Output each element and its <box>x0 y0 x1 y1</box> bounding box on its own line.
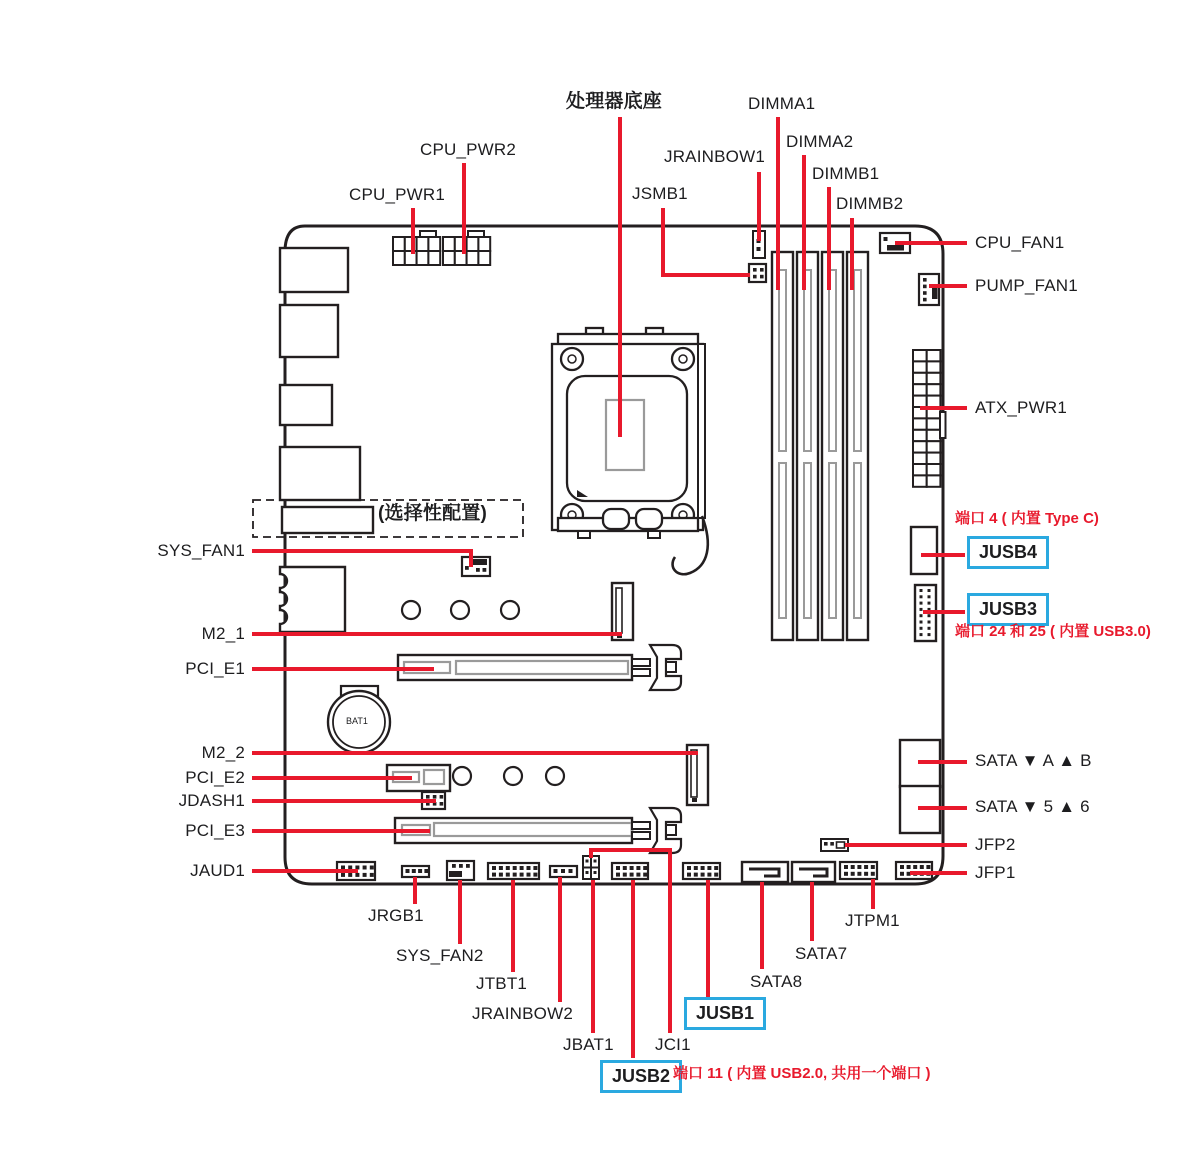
label-jtbt1: JTBT1 <box>476 974 528 993</box>
connector-cpu-pwr2 <box>443 237 490 265</box>
label-jusb1: JUSB1 <box>684 997 766 1030</box>
label-jbat1: JBAT1 <box>563 1035 614 1054</box>
label-jsmb1: JSMB1 <box>632 184 688 203</box>
connector-sys-fan1-pins <box>465 566 469 570</box>
connector-jsmb1 <box>749 264 766 282</box>
label-dimmb1: DIMMB1 <box>812 164 880 183</box>
label-jrgb1: JRGB1 <box>368 906 424 925</box>
label-jusb4: JUSB4 <box>967 536 1049 569</box>
label-jfp1: JFP1 <box>975 863 1016 882</box>
connector-cpu-pwr1 <box>393 237 440 265</box>
connector-jtpm1 <box>840 862 877 879</box>
io-block-4 <box>280 447 360 500</box>
label-pci-e1: PCI_E1 <box>185 659 245 678</box>
label-cpu-pwr1: CPU_PWR1 <box>349 185 446 204</box>
label-sata7: SATA7 <box>795 944 848 963</box>
dimm-slot-a2 <box>797 252 818 640</box>
label-sys-fan2: SYS_FAN2 <box>396 946 484 965</box>
connector-jfp1 <box>896 862 932 879</box>
note-jusb4-port: 端口 4 ( 内置 Type C) <box>955 510 1099 527</box>
io-block-audio <box>280 567 345 632</box>
connector-sata8 <box>742 862 788 882</box>
connector-pump-fan1 <box>919 274 939 305</box>
io-block-optional <box>282 507 373 533</box>
label-jtpm1: JTPM1 <box>845 911 900 930</box>
dimm-slot-a1 <box>772 252 793 640</box>
label-cpu-pwr2: CPU_PWR2 <box>420 140 517 159</box>
label-dimma2: DIMMA2 <box>786 132 854 151</box>
label-jfp2: JFP2 <box>975 835 1016 854</box>
label-jci1: JCI1 <box>655 1035 691 1054</box>
label-cpu-fan1: CPU_FAN1 <box>975 233 1065 252</box>
label-cpu-socket: 处理器底座 <box>566 91 663 112</box>
label-jdash1: JDASH1 <box>178 791 245 810</box>
label-pump-fan1: PUMP_FAN1 <box>975 276 1078 295</box>
label-jusb2: JUSB2 <box>600 1060 682 1093</box>
label-jaud1: JAUD1 <box>190 861 245 880</box>
io-block-2 <box>280 305 338 357</box>
connector-sata7 <box>792 862 835 882</box>
dimm-slot-b1 <box>822 252 843 640</box>
note-jusb3-ports: 端口 24 和 25 ( 内置 USB3.0) <box>955 623 1151 640</box>
label-jrainbow2: JRAINBOW2 <box>472 1004 573 1023</box>
label-pci-e2: PCI_E2 <box>185 768 245 787</box>
io-block-1 <box>280 248 348 292</box>
label-jrainbow1: JRAINBOW1 <box>664 147 765 166</box>
label-pci-e3: PCI_E3 <box>185 821 245 840</box>
label-bat1: BAT1 <box>346 716 368 726</box>
label-sys-fan1: SYS_FAN1 <box>157 541 245 560</box>
connector-jci1-jbat1 <box>583 856 599 879</box>
label-m2-2: M2_2 <box>201 743 245 762</box>
connector-cpu-fan1-pins <box>884 237 888 241</box>
connector-atx-latch <box>940 412 946 438</box>
connector-jrainbow2-pins <box>554 869 573 873</box>
io-block-3 <box>280 385 332 425</box>
label-dimmb2: DIMMB2 <box>836 194 904 213</box>
m2-2-holes <box>453 767 564 785</box>
m2-1-bracket <box>612 583 633 640</box>
label-optional-config: (选择性配置) <box>378 503 488 524</box>
board-outline <box>285 226 943 884</box>
label-jusb3: JUSB3 <box>967 593 1049 626</box>
label-sata-ab: SATA ▼ A ▲ B <box>975 751 1092 770</box>
label-m2-1: M2_1 <box>201 624 245 643</box>
connector-jusb4 <box>911 527 937 574</box>
dimm-slot-b2 <box>847 252 868 640</box>
label-dimma1: DIMMA1 <box>748 94 816 113</box>
label-atx-pwr1: ATX_PWR1 <box>975 398 1067 417</box>
label-sata8: SATA8 <box>750 972 803 991</box>
note-jusb2-port: 端口 11 ( 内置 USB2.0, 共用一个端口 ) <box>673 1065 931 1082</box>
connector-sys-fan2 <box>447 861 474 880</box>
label-sata-56: SATA ▼ 5 ▲ 6 <box>975 797 1090 816</box>
connector-sys-fan2-pins <box>452 864 470 868</box>
connector-atx-pwr1 <box>913 350 940 487</box>
